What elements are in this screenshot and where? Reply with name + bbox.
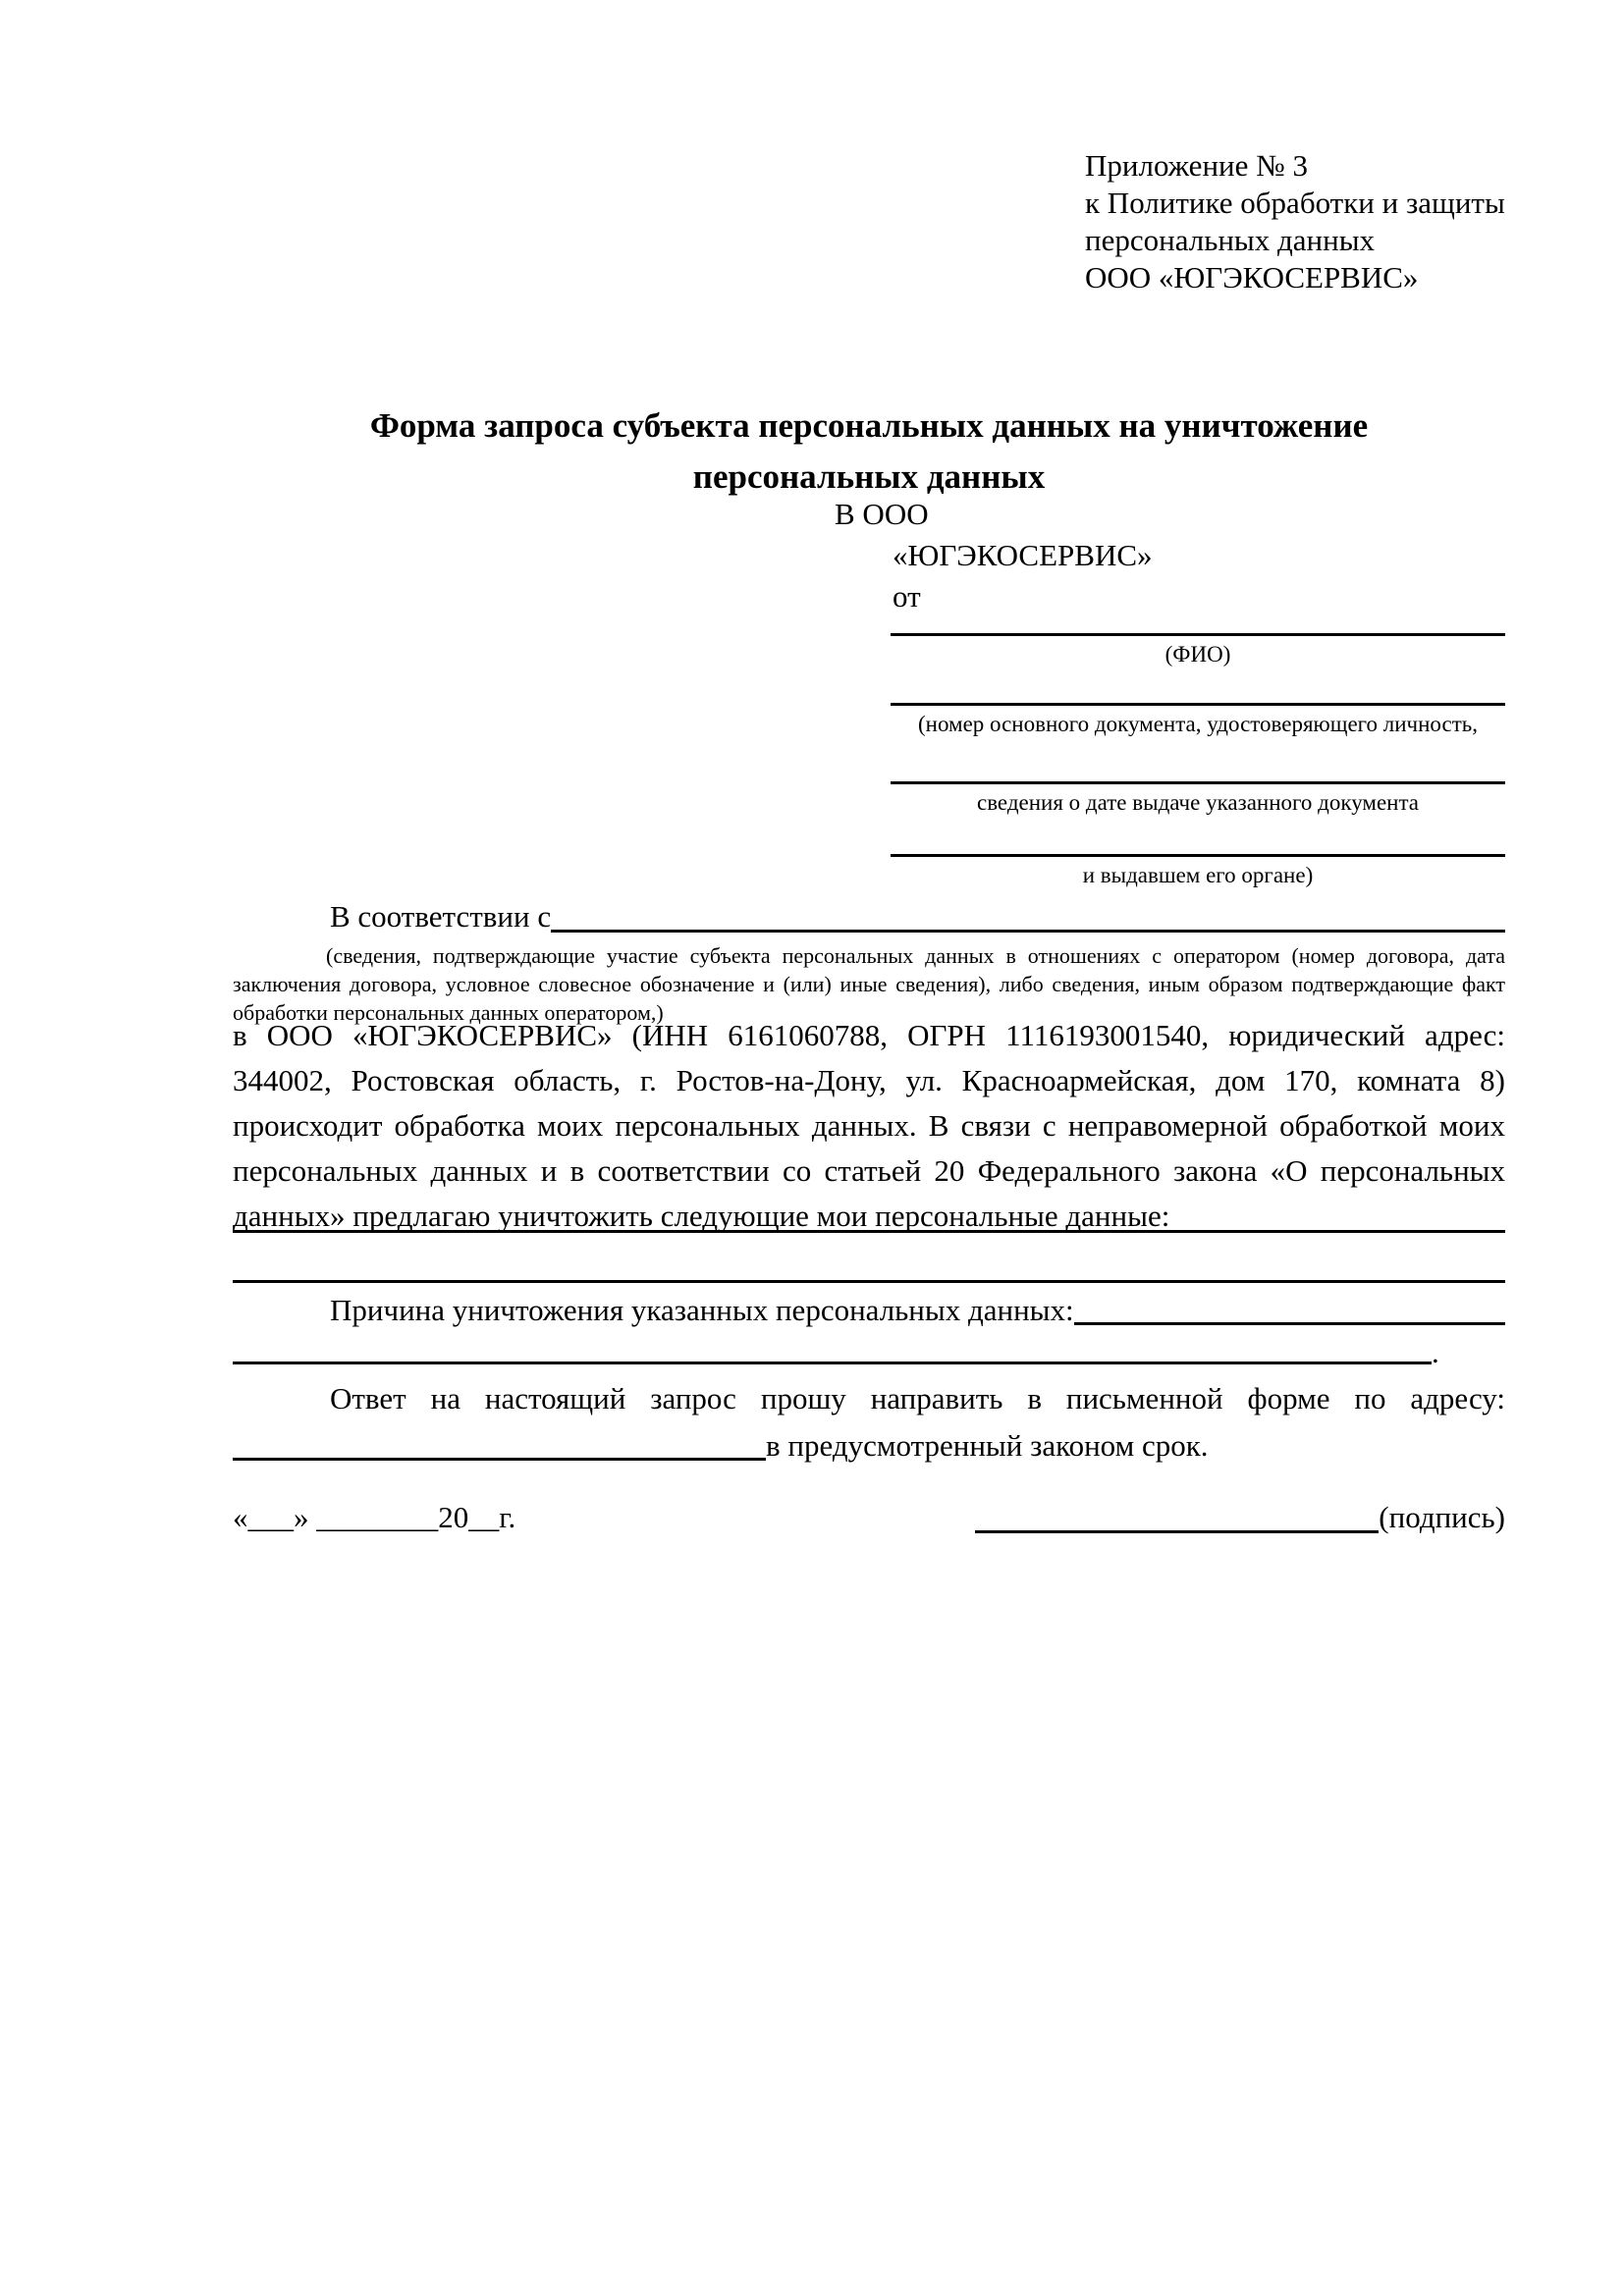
reply-address-fill-line	[233, 1458, 766, 1461]
addressee-org-name: «ЮГЭКОСЕРВИС»	[893, 538, 1153, 572]
accordance-fill-line	[551, 930, 1505, 933]
reason-line-terminator: .	[1432, 1335, 1439, 1369]
reason-label: Причина уничтожения указанных персональных данных:	[330, 1293, 1074, 1327]
main-paragraph: в ООО «ЮГЭКОСЕРВИС» (ИНН 6161060788, ОГРН 1116193001540, юридический адрес: 344002, Ростовская область, г. Ростов-на-Дону, ул. Красноармейская, дом 170, комната 8) происходит обработка моих персональных данных. В связи с неправомерной обработкой моих персональных данных и в соответствии со статьей 20 Федерального закона «О персональных данных» предлагаю уничтожить следующие мои персональные данные:	[233, 1018, 1505, 1233]
accordance-row	[233, 896, 1505, 937]
reason-row	[233, 1291, 1505, 1330]
accordance-section	[233, 896, 1505, 1027]
document-title	[233, 400, 1505, 503]
data-fill-line-2	[233, 1280, 1505, 1283]
lower-form-section	[233, 1230, 1505, 1538]
reason-continuation-row	[233, 1336, 1505, 1369]
appendix-note-line: Приложение № 3	[1085, 148, 1308, 183]
signature-caption: (подпись)	[1379, 1500, 1505, 1534]
document-number-caption: (номер основного документа, удостоверяющего личность,	[917, 712, 1478, 736]
document-title-line1: Форма запроса субъекта персональных данных на уничтожение	[369, 406, 1369, 445]
reply-sentence: Ответ на настоящий запрос прошу направить в письменной форме по адресу:	[330, 1381, 1505, 1415]
appendix-note-line: к Политике обработки и защиты	[1085, 186, 1505, 220]
addressee-block	[233, 494, 1505, 617]
addressee-fields	[891, 633, 1505, 889]
accordance-fine-print: (сведения, подтверждающие участие субъекта персональных данных в отношениях с оператором (номер договора, дата заключения договора, условное словесное обозначение и (или) иные сведения), либо сведения, иным образом подтверждающие факт обработки персональных данных оператором,)	[233, 943, 1505, 1025]
appendix-note-line: ООО «ЮГЭКОСЕРВИС»	[1085, 260, 1419, 294]
issue-date-caption: сведения о дате выдаче указанного документа	[976, 790, 1420, 815]
reply-suffix: в предусмотренный законом срок.	[766, 1428, 1209, 1463]
fio-caption: (ФИО)	[1164, 642, 1231, 667]
reason-fill-line	[1074, 1322, 1505, 1325]
appendix-note-line: персональных данных	[1085, 223, 1376, 257]
signature-fill-line	[975, 1530, 1379, 1533]
date-signature-row	[233, 1497, 1505, 1538]
accordance-prefix: В соответствии с	[330, 899, 552, 934]
date-line: «___» ________20__г.	[233, 1500, 516, 1534]
reply-address-row	[233, 1426, 1505, 1466]
data-fill-line-1	[233, 1230, 1505, 1233]
addressee-from-label: от	[893, 579, 921, 614]
signature-group	[975, 1497, 1505, 1538]
addressee-to-prefix: В ООО	[835, 497, 929, 531]
appendix-note	[1085, 147, 1505, 296]
reason-continuation-fill-line	[233, 1362, 1432, 1364]
issuing-authority-caption: и выдавшем его органе)	[1082, 863, 1314, 887]
document-title-line2: персональных данных	[692, 457, 1046, 496]
